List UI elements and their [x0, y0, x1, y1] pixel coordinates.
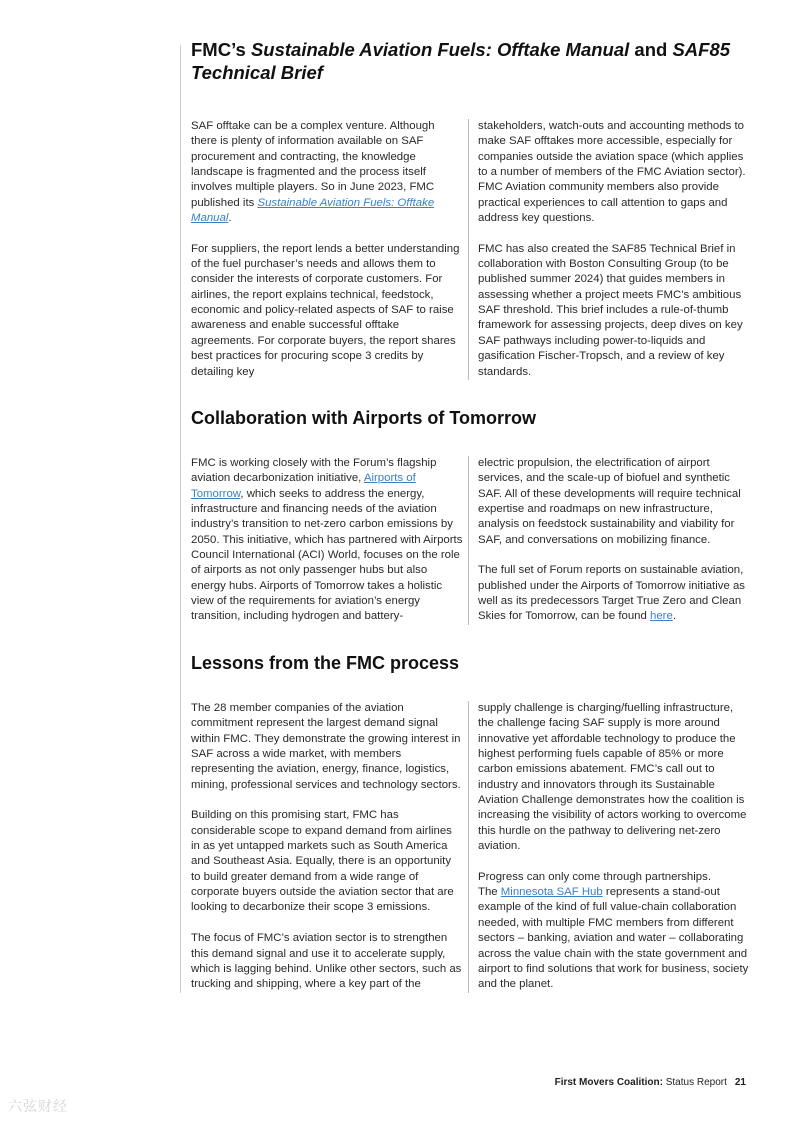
paragraph: The focus of FMC’s aviation sector is to strengthen this demand signal and use it to accelerate supply, which is lagging behind. Unlike other sectors, such as trucking and shipping, where a key part of the	[191, 932, 462, 991]
section3-right-column	[468, 701, 750, 993]
page-footer	[555, 1077, 746, 1088]
page-number: 21	[734, 1077, 746, 1088]
minnesota-saf-hub-link[interactable]: Minnesota SAF Hub	[500, 886, 603, 899]
paragraph: supply challenge is charging/fuelling infrastructure, the challenge facing SAF supply is more around innovative yet affordable technology to produce the highest performing fuels capable of 85% or more carbon emissions abatement. FMC’s call out to industry and innovators through its Sustainable Aviation Challenge demonstrates how the coalition is increasing the visibility of actors working to overcome this hurdle on the pathway to delivering net-zero aviation.	[478, 702, 747, 853]
paragraph: SAF offtake can be a complex venture. Although there is plenty of information available on SAF procurement and contracting, the knowledge landscape is fragmented and the process itself involves multiple players. So in June 2023, FMC published its Sustainable Aviation Fuels: Offtake Manual.	[191, 120, 435, 225]
section2-left-column	[191, 456, 463, 625]
footer-brand: First Movers Coalition:	[554, 1077, 663, 1088]
paragraph: Building on this promising start, FMC has considerable scope to expand demand from airlines in as yet untapped markets such as South America and Southeast Asia. Equally, there is an opportunity to build greater demand from a wide range of corporate buyers outside the aviation sector that are looking to decarbonize their scope 3 emissions.	[191, 809, 454, 914]
section1-left-column	[191, 119, 463, 380]
paragraph: FMC is working closely with the Forum’s flagship aviation decarbonization initiative, Airports of Tomorrow, which seeks to address the energy, infrastructure and financing needs of the aviation industry’s transition to net-zero carbon emissions by 2050. This initiative, which has partnered with Airports Council International (ACI) World, focuses on the role of airports as not only passenger hubs but also energy hubs. Airports of Tomorrow takes a holistic view of the requirements for aviation’s energy transition, including hydrogen and battery-	[191, 457, 463, 623]
watermark	[8, 1096, 68, 1116]
offtake-manual-link[interactable]: Sustainable Aviation Fuels: Offtake Manual	[191, 196, 435, 225]
paragraph: Progress can only come through partnerships. The Minnesota SAF Hub represents a stand-out example of the kind of full value-chain collaboration needed, with multiple FMC members from different sectors – banking, aviation and water – collaborating across the value chain with the state government and airport to find solutions that work for business, society and the planet.	[478, 870, 749, 991]
footer-report-name: Status Report	[662, 1077, 727, 1088]
section-title-airports-of-tomorrow: Collaboration with Airports of Tomorrow	[191, 408, 536, 428]
paragraph: The 28 member companies of the aviation commitment represent the largest demand signal within FMC. They demonstrate the growing interest in SAF across a wide market, with members representing the aviation, energy, finance, logistics, mining, professional services and technology sectors.	[191, 702, 461, 791]
forum-reports-here-link[interactable]: here	[650, 610, 673, 623]
watermark-text: 六弦财经	[8, 1098, 68, 1114]
section2-right-column	[468, 456, 750, 625]
airports-of-tomorrow-link[interactable]: Airports of Tomorrow	[191, 472, 416, 500]
section3-left-column	[191, 701, 463, 993]
section-title-offtake-manual: FMC’s Sustainable Aviation Fuels: Offtake Manual and SAF85 Technical Brief	[191, 39, 731, 83]
paragraph: stakeholders, watch-outs and accounting methods to make SAF offtakes more accessible, especially for companies outside the aviation space (which applies to a number of members of the FMC Aviation sector). FMC Aviation community members also provide practical experiences to call attention to gaps and address key questions.	[478, 120, 746, 225]
paragraph: For suppliers, the report lends a better understanding of the fuel purchaser’s needs and allows them to consider the interests of corporate customers. For airlines, the report explains technical, feedstock, economic and policy-related aspects of SAF to raise awareness and enable successful offtake agreements. For corporate buyers, the report shares best practices for procuring scope 3 credits by detailing key	[191, 242, 460, 378]
paragraph: The full set of Forum reports on sustainable aviation, published under the Airports of Tomorrow initiative as well as its predecessors Target True Zero and Clean Skies for Tomorrow, can be found here.	[478, 564, 745, 623]
page-margin-rule	[180, 45, 181, 993]
section-title-lessons: Lessons from the FMC process	[191, 653, 460, 673]
paragraph: electric propulsion, the electrification of airport services, and the scale-up of biofuel and synthetic SAF. All of these developments will require technical expertise and roadmaps on new infrastructure, analysis on feedstock sustainability and viability for SAF, and conversations on mobilizing finance.	[478, 457, 741, 546]
section1-right-column	[468, 119, 750, 380]
paragraph: FMC has also created the SAF85 Technical Brief in collaboration with Boston Consulting Group (to be published summer 2024) that guides members in assessing whether a project meets FMC’s ambitious SAF threshold. This brief includes a rule-of-thumb framework for assessing projects, deep dives on key SAF pathways including power-to-liquids and gasification Fischer-Tropsch, and a review of key standards.	[478, 242, 743, 378]
